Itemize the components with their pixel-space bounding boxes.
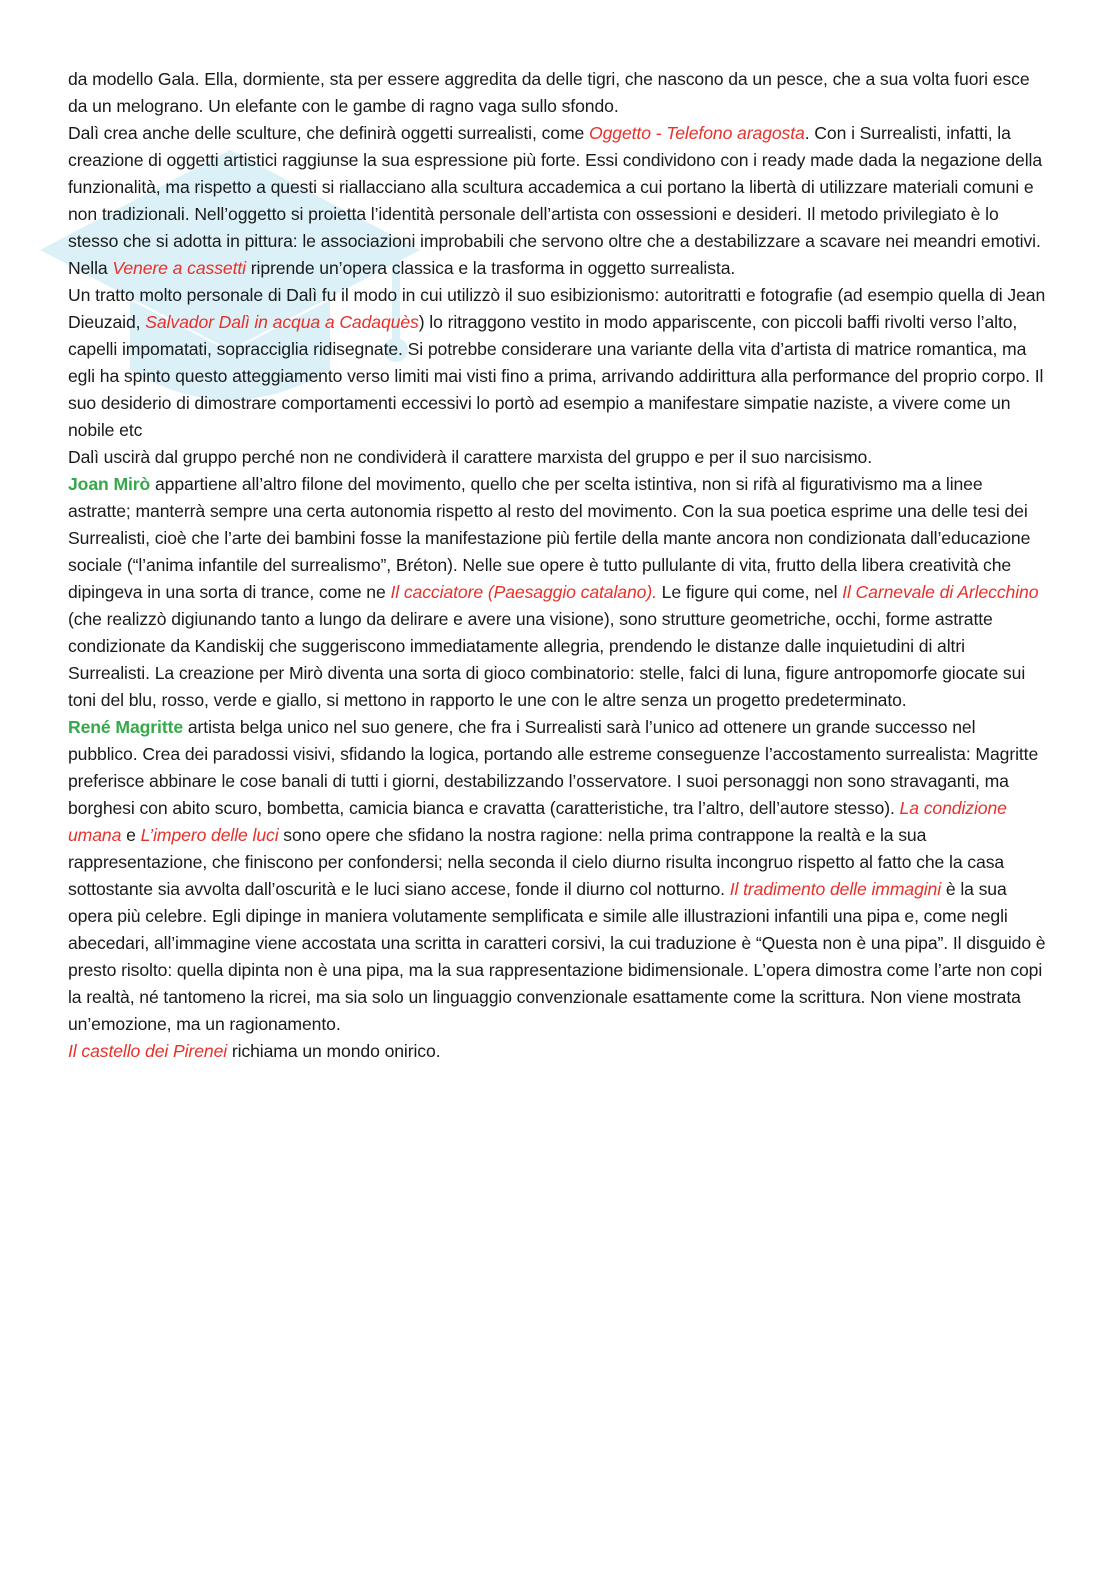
text-run: da modello Gala. Ella, dormiente, sta per essere aggredita da delle tigri, che nascono da un pesce, che a sua volta fuori esce da un melograno. Un elefante con le gambe di ragno vaga sullo sfondo. <box>68 69 1030 116</box>
text-run: sono opere che sfidano la nostra ragione: nella prima contrappone la realtà e la sua rappresentazione, che finiscono per confondersi; nella seconda il cielo diurno risulta incongruo rispetto al fatto che la casa sottostante sia avvolta dall’oscurità e le luci siano accese, fonde il diurno col notturno. <box>68 825 1005 899</box>
text-run: artista belga unico nel suo genere, che fra i Surrealisti sarà l’unico ad ottenere un grande successo nel pubblico. Crea dei paradossi visivi, sfidando la logica, portando alle estreme conseguenze l’accostamento surrealista: Magritte preferisce abbinare le cose banali di tutti i giorni, destabilizzando l’osservatore. I suoi personaggi non sono stravaganti, ma borghesi con abito scuro, bombetta, camicia bianca e cravatta (caratteristiche, tra l’altro, dell’autore stesso). <box>68 717 1039 818</box>
text-run: . Con i Surrealisti, infatti, la creazione di oggetti artistici raggiunse la sua espressione più forte. Essi condividono con i ready made dada la negazione della funzionalità, ma rispetto a questi si riallacciano alla scultura accademica a cui portano la libertà di utilizzare materiali comuni e non tradizionali. Nell’oggetto si proietta l’identità personale dell’artista con ossessioni e desideri. Il metodo privilegiato è lo stesso che si adotta in pittura: le associazioni improbabili che servono oltre che a destabilizzare a scavare nei meandri emotivi. Nella <box>68 123 1043 278</box>
artwork-title: La condizione umana <box>68 798 1007 845</box>
artist-name: René Magritte <box>68 717 184 737</box>
text-run: Un tratto molto personale di Dalì fu il modo in cui utilizzò il suo esibizionismo: autoritratti e fotografie (ad esempio quella di Jean Dieuzaid, <box>68 285 1046 332</box>
paragraph-dali-uscita <box>68 444 1048 471</box>
text-run: Dalì uscirà dal gruppo perché non ne condividerà il carattere marxista del gruppo e per il suo narcisismo. <box>68 447 873 467</box>
artwork-title: Il cacciatore (Paesaggio catalano). <box>390 582 657 602</box>
text-run: è la sua opera più celebre. Egli dipinge in maniera volutamente semplificata e simile alle illustrazioni infantili una pipa e, come negli abecedari, all’immagine viene accostata una scritta in caratteri corsivi, la cui traduzione è “Questa non è una pipa”. Il disguido è presto risolto: quella dipinta non è una pipa, ma la sua rappresentazione bidimensionale. L’opera dimostra come l’arte non copi la realtà, né tantomeno la ricrei, ma sia solo un linguaggio convenzionale esattamente come la scrittura. Non viene mostrata un’emozione, ma un ragionamento. <box>68 879 1046 1034</box>
body-text <box>68 66 1048 1065</box>
text-run: (che realizzò digiunando tanto a lungo da delirare e avere una visione), sono strutture geometriche, occhi, forme astratte condizionate da Kandiskij che suggeriscono immediatamente allegria, prendendo le distanze dalle inquietudini di altri Surrealisti. La creazione per Mirò diventa una sorta di gioco combinatorio: stelle, falci di luna, figure antropomorfe giocate sui toni del blu, rosso, verde e giallo, si mettono in rapporto le une con le altre senza un progetto predeterminato. <box>68 609 1026 710</box>
text-run: Dalì crea anche delle sculture, che definirà oggetti surrealisti, come <box>68 123 589 143</box>
artist-name: Joan Mirò <box>68 474 151 494</box>
text-run: Le figure qui come, nel <box>656 582 843 602</box>
paragraph-dali-sogno <box>68 66 1048 120</box>
artwork-title: Il Carnevale di Arlecchino <box>842 582 1039 602</box>
paragraph-dali-sculture <box>68 120 1048 282</box>
paragraph-miro <box>68 471 1048 714</box>
artwork-title: Venere a cassetti <box>112 258 246 278</box>
artwork-title: Il castello dei Pirenei <box>68 1041 228 1061</box>
text-run: richiama un mondo onirico. <box>227 1041 441 1061</box>
paragraph-dali-esibizionismo <box>68 282 1048 444</box>
artwork-title: Oggetto - Telefono aragosta <box>588 123 805 143</box>
artwork-title: Salvador Dalì in acqua a Cadaquès <box>145 312 419 332</box>
text-run: appartiene all’altro filone del movimento, quello che per scelta istintiva, non si rifà al figurativismo ma a linee astratte; manterrà sempre una certa autonomia rispetto al resto del movimento. Con la sua poetica esprime una delle tesi dei Surrealisti, cioè che l’arte dei bambini fosse la manifestazione più fertile della mante ancora non condizionata dall’educazione sociale (“l’anima infantile del surrealismo”, Bréton). Nelle sue opere è tutto pullulante di vita, frutto della libera creatività che dipingeva in una sorta di trance, come ne <box>68 474 1031 602</box>
text-run: riprende un’opera classica e la trasforma in oggetto surrealista. <box>245 258 736 278</box>
text-run: ) lo ritraggono vestito in modo appariscente, con piccoli baffi rivolti verso l’alto, capelli impomatati, sopracciglia ridisegnate. Si potrebbe considerare una variante della vita d’artista di matrice romantica, ma egli ha spinto questo atteggiamento verso limiti mai visti fino a prima, arrivando addirittura alla performance del proprio corpo. Il suo desiderio di dimostrare comportamenti eccessivi lo portò ad esempio a manifestare simpatie naziste, a vivere come un nobile etc <box>68 312 1044 440</box>
paragraph-castello <box>68 1038 1048 1065</box>
artwork-title: Il tradimento delle immagini <box>729 879 942 899</box>
text-run: e <box>121 825 141 845</box>
artwork-title: L’impero delle luci <box>140 825 279 845</box>
paragraph-magritte <box>68 714 1048 1038</box>
